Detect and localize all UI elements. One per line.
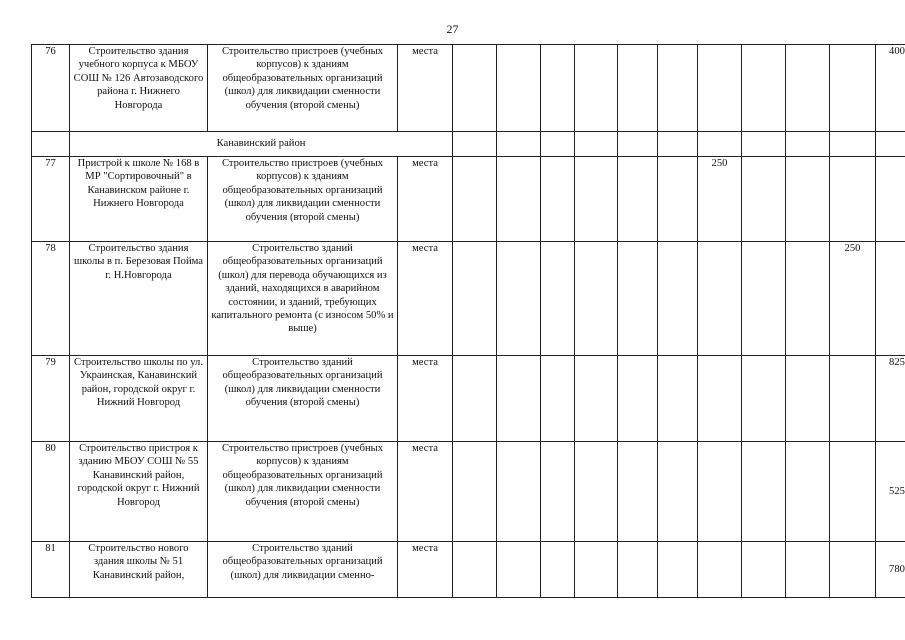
value-cell bbox=[658, 356, 698, 442]
value-cell bbox=[618, 442, 658, 542]
blank-cell bbox=[698, 132, 742, 157]
unit-of-measure: места bbox=[398, 157, 453, 242]
value-cell bbox=[575, 542, 618, 598]
activity-description: Строительство зданий общеобразовательных организаций (школ) для ликвидации сменности обучения (второй смены) bbox=[208, 356, 398, 442]
value-cell bbox=[541, 356, 575, 442]
value-cell bbox=[786, 356, 830, 442]
value-cell bbox=[742, 157, 786, 242]
value-cell bbox=[786, 542, 830, 598]
value-cell bbox=[830, 442, 876, 542]
row-number: 78 bbox=[32, 242, 70, 356]
value-cell bbox=[541, 45, 575, 132]
value-cell bbox=[618, 542, 658, 598]
value-cell bbox=[742, 45, 786, 132]
blank-cell bbox=[497, 132, 541, 157]
value-cell bbox=[658, 45, 698, 132]
value-cell bbox=[541, 242, 575, 356]
object-name: Строительство школы по ул. Украинская, Канавинский район, городской округ г. Нижний Новгород bbox=[70, 356, 208, 442]
blank-cell bbox=[830, 132, 876, 157]
table-row bbox=[32, 45, 905, 132]
value-cell bbox=[658, 242, 698, 356]
value-cell bbox=[453, 45, 497, 132]
blank-cell bbox=[575, 132, 618, 157]
value-cell bbox=[575, 45, 618, 132]
value-cell bbox=[575, 242, 618, 356]
object-name: Строительство здания школы в п. Березовая Пойма г. Н.Новгорода bbox=[70, 242, 208, 356]
value-cell bbox=[830, 356, 876, 442]
value-cell: 825 bbox=[876, 356, 905, 442]
unit-of-measure: места bbox=[398, 442, 453, 542]
value-cell: 780 bbox=[876, 542, 905, 598]
value-cell bbox=[658, 157, 698, 242]
value-cell bbox=[786, 157, 830, 242]
value-cell bbox=[497, 542, 541, 598]
value-cell bbox=[453, 542, 497, 598]
page-number: 27 bbox=[446, 22, 459, 36]
value-cell bbox=[742, 542, 786, 598]
blank-cell bbox=[658, 132, 698, 157]
value-cell bbox=[618, 356, 658, 442]
value-cell bbox=[786, 442, 830, 542]
value-cell bbox=[575, 157, 618, 242]
district-header-row bbox=[32, 132, 905, 157]
value-cell bbox=[698, 542, 742, 598]
activity-description: Строительство пристроев (учебных корпусов) к зданиям общеобразовательных организаций (школ) для ликвидации сменности обучения (второй смены) bbox=[208, 442, 398, 542]
value-cell bbox=[658, 542, 698, 598]
value-cell bbox=[453, 242, 497, 356]
value-cell bbox=[497, 45, 541, 132]
value-cell bbox=[876, 157, 905, 242]
blank-cell bbox=[786, 132, 830, 157]
value-cell bbox=[541, 157, 575, 242]
unit-of-measure: места bbox=[398, 542, 453, 598]
blank-cell bbox=[618, 132, 658, 157]
district-label: Канавинский район bbox=[70, 132, 453, 157]
table-row bbox=[32, 242, 905, 356]
table-row bbox=[32, 157, 905, 242]
value-cell bbox=[618, 157, 658, 242]
value-cell bbox=[830, 542, 876, 598]
blank-cell bbox=[541, 132, 575, 157]
row-number: 76 bbox=[32, 45, 70, 132]
value-cell bbox=[698, 45, 742, 132]
activity-description: Строительство зданий общеобразовательных организаций (школ) для перевода обучающихся из зданий, находящихся в аварийном состоянии, и зданий, требующих капитального ремонта (с износом 50% и выше) bbox=[208, 242, 398, 356]
value-cell: 250 bbox=[830, 242, 876, 356]
value-cell bbox=[698, 242, 742, 356]
unit-of-measure: места bbox=[398, 242, 453, 356]
value-cell: 525 bbox=[876, 442, 905, 542]
blank-cell bbox=[876, 132, 905, 157]
activity-description: Строительство пристроев (учебных корпусов) к зданиям общеобразовательных организаций (школ) для ликвидации сменности обучения (второй смены) bbox=[208, 45, 398, 132]
unit-of-measure: места bbox=[398, 45, 453, 132]
activity-description: Строительство зданий общеобразовательных организаций (школ) для ликвидации сменно- bbox=[208, 542, 398, 598]
table-row bbox=[32, 442, 905, 542]
object-name: Строительство нового здания школы № 51 Канавинский район, bbox=[70, 542, 208, 598]
object-name: Строительство здания учебного корпуса к МБОУ СОШ № 126 Автозаводского района г. Нижнего Новгорода bbox=[70, 45, 208, 132]
value-cell bbox=[453, 356, 497, 442]
value-cell bbox=[575, 442, 618, 542]
value-cell bbox=[453, 442, 497, 542]
row-number: 77 bbox=[32, 157, 70, 242]
value-cell bbox=[876, 242, 905, 356]
blank-cell bbox=[32, 132, 70, 157]
value-cell bbox=[618, 242, 658, 356]
value-cell bbox=[497, 356, 541, 442]
value-cell bbox=[742, 242, 786, 356]
row-number: 80 bbox=[32, 442, 70, 542]
value-cell bbox=[541, 442, 575, 542]
unit-of-measure: места bbox=[398, 356, 453, 442]
table-row bbox=[32, 356, 905, 442]
value-cell bbox=[830, 157, 876, 242]
value-cell bbox=[742, 356, 786, 442]
value-cell bbox=[575, 356, 618, 442]
value-cell bbox=[453, 157, 497, 242]
value-cell bbox=[830, 45, 876, 132]
blank-cell bbox=[453, 132, 497, 157]
value-cell bbox=[497, 242, 541, 356]
row-number: 79 bbox=[32, 356, 70, 442]
value-cell bbox=[698, 356, 742, 442]
value-cell: 250 bbox=[698, 157, 742, 242]
value-cell: 400 bbox=[876, 45, 905, 132]
value-cell bbox=[497, 157, 541, 242]
object-name: Строительство пристроя к зданию МБОУ СОШ № 55 Канавинский район, городской округ г. Нижний Новгород bbox=[70, 442, 208, 542]
row-number: 81 bbox=[32, 542, 70, 598]
value-cell bbox=[786, 45, 830, 132]
value-cell bbox=[658, 442, 698, 542]
investment-projects-table bbox=[31, 44, 905, 598]
activity-description: Строительство пристроев (учебных корпусов) к зданиям общеобразовательных организаций (школ) для ликвидации сменности обучения (второй смены) bbox=[208, 157, 398, 242]
blank-cell bbox=[742, 132, 786, 157]
value-cell bbox=[698, 442, 742, 542]
value-cell bbox=[618, 45, 658, 132]
value-cell bbox=[541, 542, 575, 598]
value-cell bbox=[742, 442, 786, 542]
value-cell bbox=[497, 442, 541, 542]
value-cell bbox=[786, 242, 830, 356]
object-name: Пристрой к школе № 168 в МР "Сортировочный" в Канавинском районе г. Нижнего Новгорода bbox=[70, 157, 208, 242]
table-row bbox=[32, 542, 905, 598]
